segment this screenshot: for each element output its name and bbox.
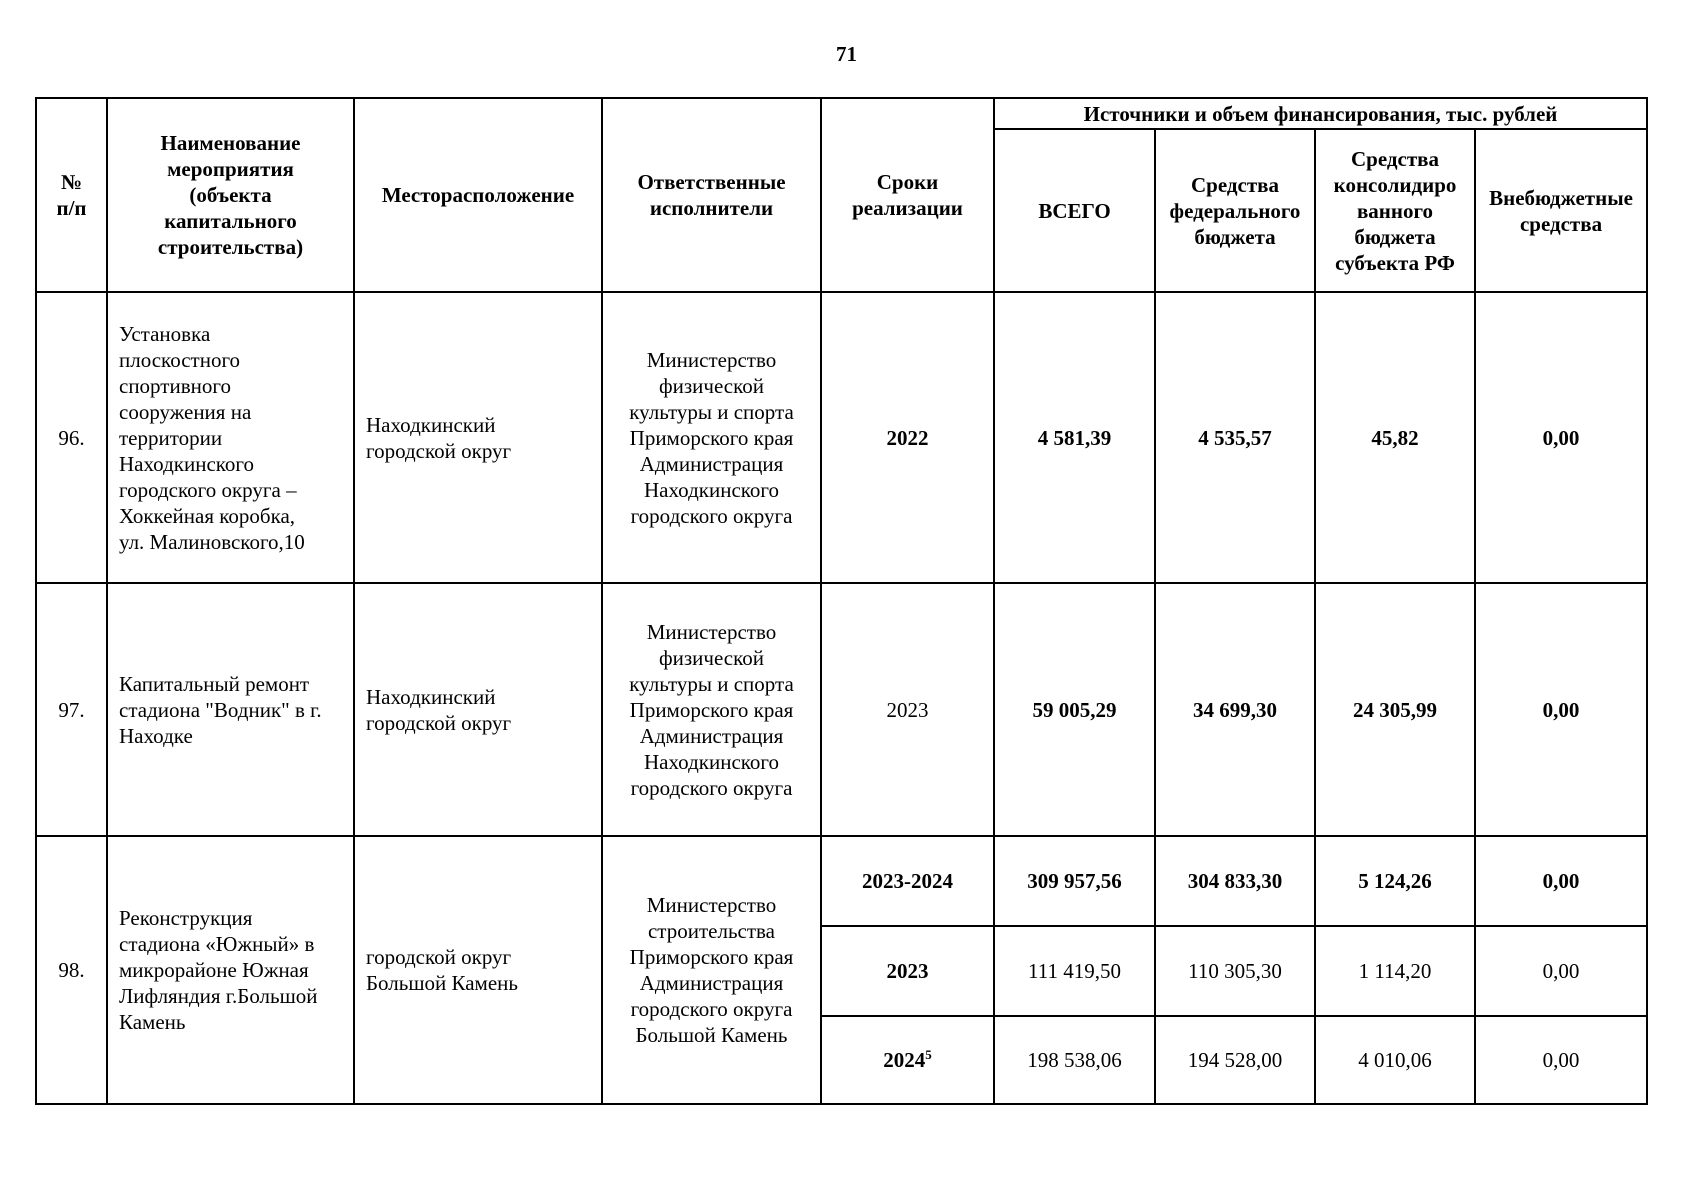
subrow-total: 198 538,06 [994,1016,1155,1104]
row-period: 2022 [821,292,994,583]
subrow-regional: 1 114,20 [1315,926,1475,1016]
row-name: Реконструкция стадиона «Южный» в микрорайоне Южная Лифляндия г.Большой Камень [107,836,354,1104]
subrow-period [821,1016,994,1104]
row-num: 97. [36,583,107,836]
financing-table [35,97,1648,1105]
table-row [36,292,1647,583]
table-row [36,836,1647,926]
row-extrabudget: 0,00 [1475,583,1647,836]
table-row [36,583,1647,836]
row-location: городской округ Большой Камень [354,836,602,1104]
subrow-extrabudget: 0,00 [1475,926,1647,1016]
subrow-regional: 4 010,06 [1315,1016,1475,1104]
row-name: Капитальный ремонт стадиона "Водник" в г. Находке [107,583,354,836]
row-federal: 34 699,30 [1155,583,1315,836]
row-period: 2023 [821,583,994,836]
row-executors: Министерство строительства Приморского края Администрация городского округа Большой Камень [602,836,821,1104]
subrow-extrabudget: 0,00 [1475,836,1647,926]
row-extrabudget: 0,00 [1475,292,1647,583]
row-location: Находкинский городской округ [354,583,602,836]
subrow-period: 2023 [821,926,994,1016]
row-num: 96. [36,292,107,583]
header-total: ВСЕГО [994,129,1155,292]
subrow-total: 111 419,50 [994,926,1155,1016]
header-financing-group: Источники и объем финансирования, тыс. рублей [994,98,1647,129]
row-federal: 4 535,57 [1155,292,1315,583]
row-total: 59 005,29 [994,583,1155,836]
subrow-period: 2023-2024 [821,836,994,926]
footnote-marker: 5 [925,1047,932,1062]
row-location: Находкинский городской округ [354,292,602,583]
header-regional: Средства консолидиро ванного бюджета субъекта РФ [1315,129,1475,292]
row-regional: 45,82 [1315,292,1475,583]
subrow-federal: 304 833,30 [1155,836,1315,926]
header-executors: Ответственные исполнители [602,98,821,292]
row-num: 98. [36,836,107,1104]
row-name: Установка плоскостного спортивного сооружения на территории Находкинского городского округа – Хоккейная коробка, ул. Малиновского,10 [107,292,354,583]
subrow-federal: 194 528,00 [1155,1016,1315,1104]
subrow-regional: 5 124,26 [1315,836,1475,926]
header-num: № п/п [36,98,107,292]
header-extrabudget: Внебюджетные средства [1475,129,1647,292]
page-number: 71 [836,42,857,66]
row-executors: Министерство физической культуры и спорта Приморского края Администрация Находкинского городского округа [602,292,821,583]
header-federal: Средства федерального бюджета [1155,129,1315,292]
subrow-period-value: 2024 [883,1048,926,1072]
row-executors: Министерство физической культуры и спорта Приморского края Администрация Находкинского городского округа [602,583,821,836]
header-location: Месторасположение [354,98,602,292]
header-period: Сроки реализации [821,98,994,292]
subrow-extrabudget: 0,00 [1475,1016,1647,1104]
subrow-federal: 110 305,30 [1155,926,1315,1016]
row-regional: 24 305,99 [1315,583,1475,836]
header-name: Наименование мероприятия (объекта капитального строительства) [107,98,354,292]
row-total: 4 581,39 [994,292,1155,583]
subrow-total: 309 957,56 [994,836,1155,926]
